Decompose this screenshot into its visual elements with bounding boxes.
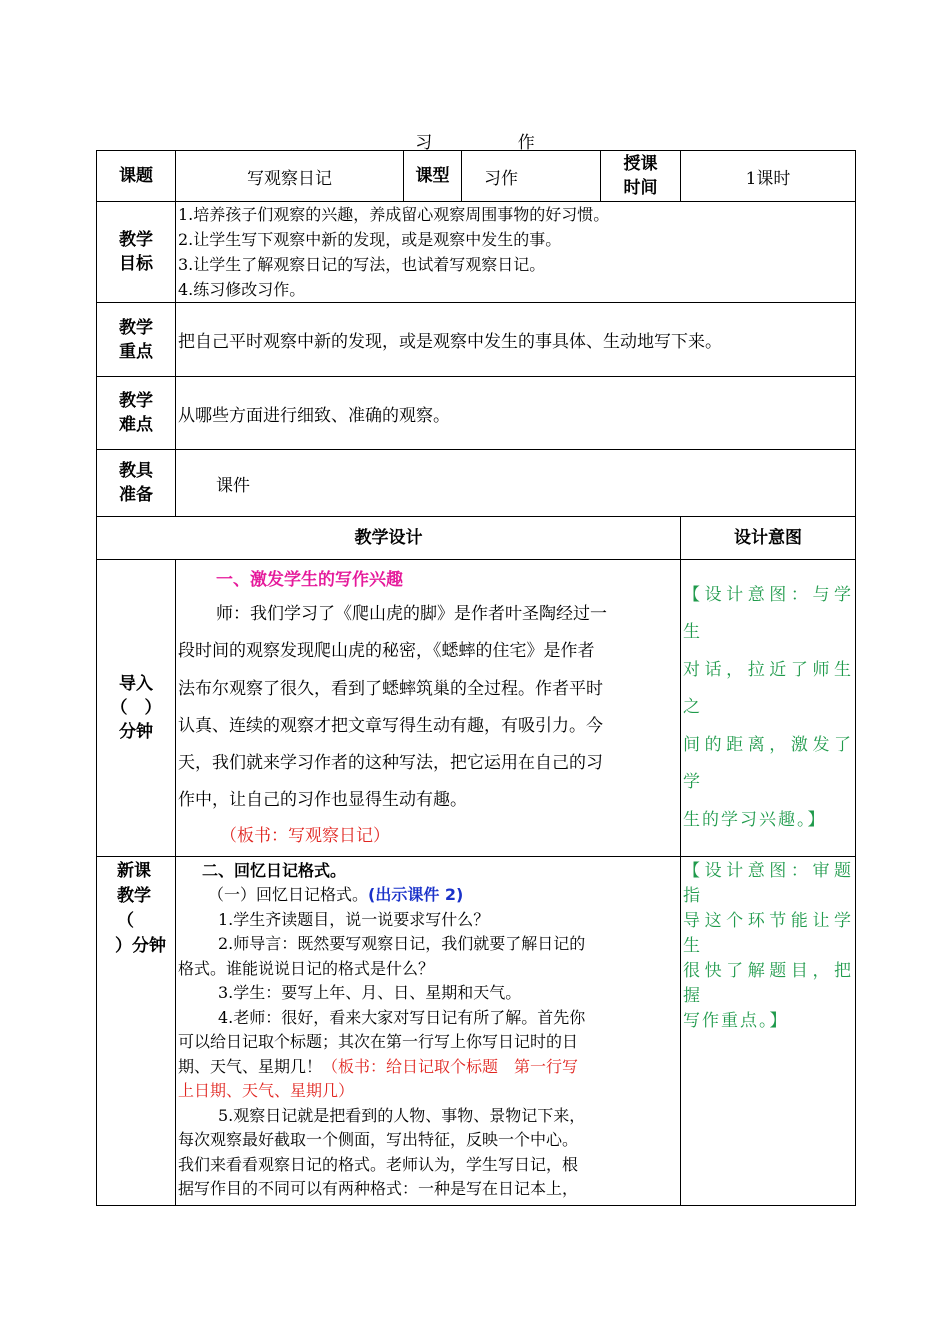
intro-intent-line: 间的距离，激发了学: [683, 734, 854, 793]
step-4-line-mixed: [178, 1055, 680, 1080]
time-value: 1课时: [681, 151, 856, 202]
type-value: 习作: [462, 151, 601, 202]
new-lesson-content: [176, 856, 681, 1205]
new-lesson-intent: [681, 856, 856, 1205]
document-title: 习 作: [415, 133, 575, 153]
difficulty-label: [97, 377, 176, 450]
intro-heading: 一、激发学生的写作兴趣: [216, 570, 403, 590]
courseware-note: (出示课件 2): [368, 885, 464, 905]
step-5-line: 每次观察最好截取一个侧面，写出特征，反映一个中心。: [178, 1130, 579, 1150]
intro-line: 师：我们学习了《爬山虎的脚》是作者叶圣陶经过一: [216, 604, 607, 624]
intro-label-line2: （ ）: [110, 697, 162, 718]
new-lesson-heading: 二、回忆日记格式。: [202, 860, 347, 880]
step-4-line: 4.老师：很好，看来大家对写日记有所了解。首先你: [218, 1007, 586, 1027]
difficulty-text: 从哪些方面进行细致、准确的观察。: [176, 377, 856, 450]
difficulty-label-line1: 教学: [119, 391, 153, 411]
new-lesson-label-line1: 新课: [117, 860, 151, 881]
tools-label-line1: 教具: [119, 461, 153, 481]
time-label: [601, 151, 681, 202]
time-label-line1: 授课: [623, 154, 658, 174]
step-5-line: 据写作目的不同可以有两种格式：一种是写在日记本上，: [178, 1179, 579, 1199]
tools-label-line2: 准备: [119, 485, 153, 505]
goals-row: [97, 202, 856, 303]
intro-label-line3: 分钟: [119, 721, 153, 742]
step-2-line: 2.师导言：既然要写观察日记，我们就要了解日记的: [218, 934, 586, 954]
step-2-line: 格式。谁能说说日记的格式是什么？: [178, 958, 435, 978]
difficulty-row: [97, 377, 856, 450]
intro-label-line1: 导入: [119, 673, 153, 694]
intro-line: 法布尔观察了很久，看到了蟋蟀筑巢的全过程。作者平时: [178, 678, 603, 699]
focus-label: [97, 303, 176, 377]
step-4-board-note: （板书：给日记取个标题 第一行写: [322, 1056, 579, 1076]
step-4-board-note-cont: 上日期、天气、星期几）: [178, 1081, 355, 1101]
difficulty-label-line2: 难点: [119, 415, 153, 435]
new-lesson-intent-line: 很快了解题目，把握: [683, 960, 854, 1006]
design-header-row: [97, 517, 856, 560]
topic-label: 课题: [97, 151, 176, 202]
step-1: 1.学生齐读题目，说一说要求写什么？: [218, 909, 490, 929]
header-row: [97, 151, 856, 202]
new-lesson-label: [97, 856, 176, 1205]
intro-intent: [681, 560, 856, 857]
focus-label-line1: 教学: [119, 317, 153, 338]
intro-line: 作中，让自己的习作也显得生动有趣。: [178, 790, 467, 811]
lesson-plan-table: [96, 150, 856, 1206]
intro-intent-line: 对话，拉近了师生之: [683, 659, 854, 718]
type-label: 课型: [404, 151, 462, 202]
goal-item: 3.让学生了解观察日记的写法，也试着写观察日记。: [178, 255, 546, 274]
time-label-line2: 时间: [623, 178, 658, 198]
intro-label: [97, 560, 176, 857]
intro-intent-line: 【设计意图：与学生: [683, 584, 854, 643]
step-4-text: 期、天气、星期几！: [178, 1056, 323, 1076]
step-5-line: 5.观察日记就是把看到的人物、事物、景物记下来，: [218, 1105, 586, 1125]
new-lesson-intent-line: 导这个环节能让学生: [683, 910, 854, 956]
goal-item: 4.练习修改习作。: [178, 280, 306, 299]
goals-label-line1: 教学: [119, 230, 153, 250]
step-3: 3.学生：要写上年、月、日、星期和天气。: [218, 983, 522, 1003]
new-lesson-row: [97, 856, 856, 1205]
new-lesson-label-line3: （: [117, 910, 134, 931]
intro-intent-line: 生的学习兴趣。】: [683, 809, 827, 830]
intro-row: [97, 560, 856, 857]
intro-line: 段时间的观察发现爬山虎的秘密，《蟋蟀的住宅》是作者: [178, 641, 595, 662]
intro-board-note: （板书：写观察日记）: [220, 825, 390, 846]
intro-line: 认真、连续的观察才把文章写得生动有趣，有吸引力。今: [178, 715, 603, 736]
design-header-left: 教学设计: [97, 517, 681, 560]
step-5-line: 我们来看看观察日记的格式。老师认为，学生写日记，根: [178, 1154, 579, 1174]
subheading-text: （一）回忆日记格式。: [208, 885, 369, 905]
goals-label: [97, 202, 176, 303]
topic-value: 写观察日记: [176, 151, 404, 202]
goals-content: [176, 202, 856, 303]
new-lesson-subheading: [178, 883, 680, 908]
goals-label-line2: 目标: [119, 254, 153, 274]
focus-row: [97, 303, 856, 377]
intro-content: [176, 560, 681, 857]
tools-row: [97, 450, 856, 517]
focus-label-line2: 重点: [119, 341, 153, 362]
tools-text: 课件: [176, 450, 856, 517]
new-lesson-label-line4: ）分钟: [115, 935, 166, 956]
new-lesson-intent-line: 【设计意图：审题指: [683, 860, 854, 906]
new-lesson-label-line2: 教学: [117, 885, 151, 906]
focus-text: 把自己平时观察中新的发现，或是观察中发生的事具体、生动地写下来。: [176, 303, 856, 377]
design-header-right: 设计意图: [681, 517, 856, 560]
step-4-line: 可以给日记取个标题；其次在第一行写上你写日记时的日: [178, 1032, 579, 1052]
goal-item: 1.培养孩子们观察的兴趣，养成留心观察周围事物的好习惯。: [178, 205, 610, 224]
new-lesson-intent-line: 写作重点。】: [683, 1010, 789, 1031]
tools-label: [97, 450, 176, 517]
goal-item: 2.让学生写下观察中新的发现，或是观察中发生的事。: [178, 230, 562, 249]
intro-line: 天，我们就来学习作者的这种写法，把它运用在自己的习: [178, 753, 603, 774]
